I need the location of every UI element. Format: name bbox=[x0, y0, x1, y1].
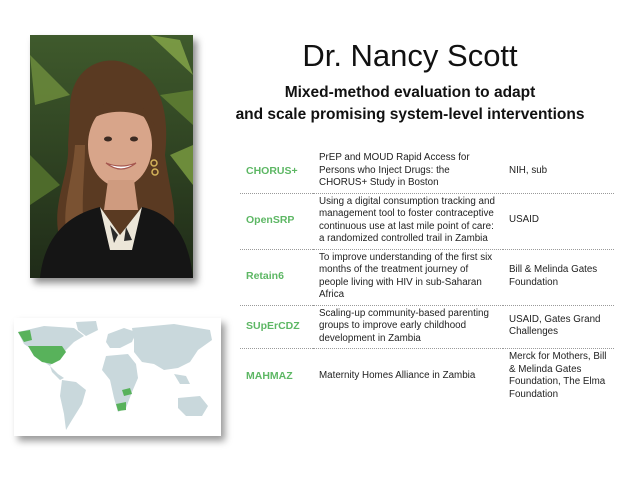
table-row bbox=[240, 249, 614, 305]
project-name: SUpErCDZ bbox=[246, 320, 300, 332]
portrait-photo bbox=[30, 35, 193, 278]
table-row bbox=[240, 349, 614, 405]
project-name: CHORUS+ bbox=[246, 164, 298, 177]
world-map bbox=[14, 318, 221, 436]
table-row bbox=[240, 150, 614, 193]
page-subtitle bbox=[230, 82, 590, 126]
project-name: OpenSRP bbox=[246, 214, 295, 227]
subtitle-line-1: Mixed-method evaluation to adapt bbox=[284, 84, 536, 101]
project-name: Retain6 bbox=[246, 270, 284, 283]
project-description: PrEP and MOUD Rapid Access for Persons who Inject Drugs: the CHORUS+ Study in Boston bbox=[319, 152, 470, 188]
project-description: Using a digital consumption tracking and management tool to foster contraceptive continuous use at last mile point of care: a randomized controlled trail in Zambia bbox=[319, 195, 495, 244]
page-title: Dr. Nancy Scott bbox=[302, 38, 518, 73]
project-name: MAHMAZ bbox=[246, 369, 293, 382]
project-description: Scaling-up community-based parenting groups to improve early childhood development in Zambia bbox=[319, 307, 489, 344]
project-funder: USAID bbox=[509, 214, 539, 226]
project-funder: Merck for Mothers, Bill & Melinda Gates Foundation, The Elma Foundation bbox=[509, 351, 607, 400]
subtitle-line-2: and scale promising system-level interventions bbox=[235, 106, 585, 123]
project-funder: USAID, Gates Grand Challenges bbox=[509, 313, 601, 338]
project-description: Maternity Homes Alliance in Zambia bbox=[319, 369, 476, 381]
project-funder: Bill & Melinda Gates Foundation bbox=[509, 264, 598, 288]
table-row bbox=[240, 193, 614, 249]
project-description: To improve understanding of the first six months of the treatment journey of people living with HIV in sub-Saharan Africa bbox=[319, 251, 493, 300]
projects-table bbox=[240, 150, 614, 404]
project-funder: NIH, sub bbox=[509, 164, 548, 176]
table-row bbox=[240, 305, 614, 349]
